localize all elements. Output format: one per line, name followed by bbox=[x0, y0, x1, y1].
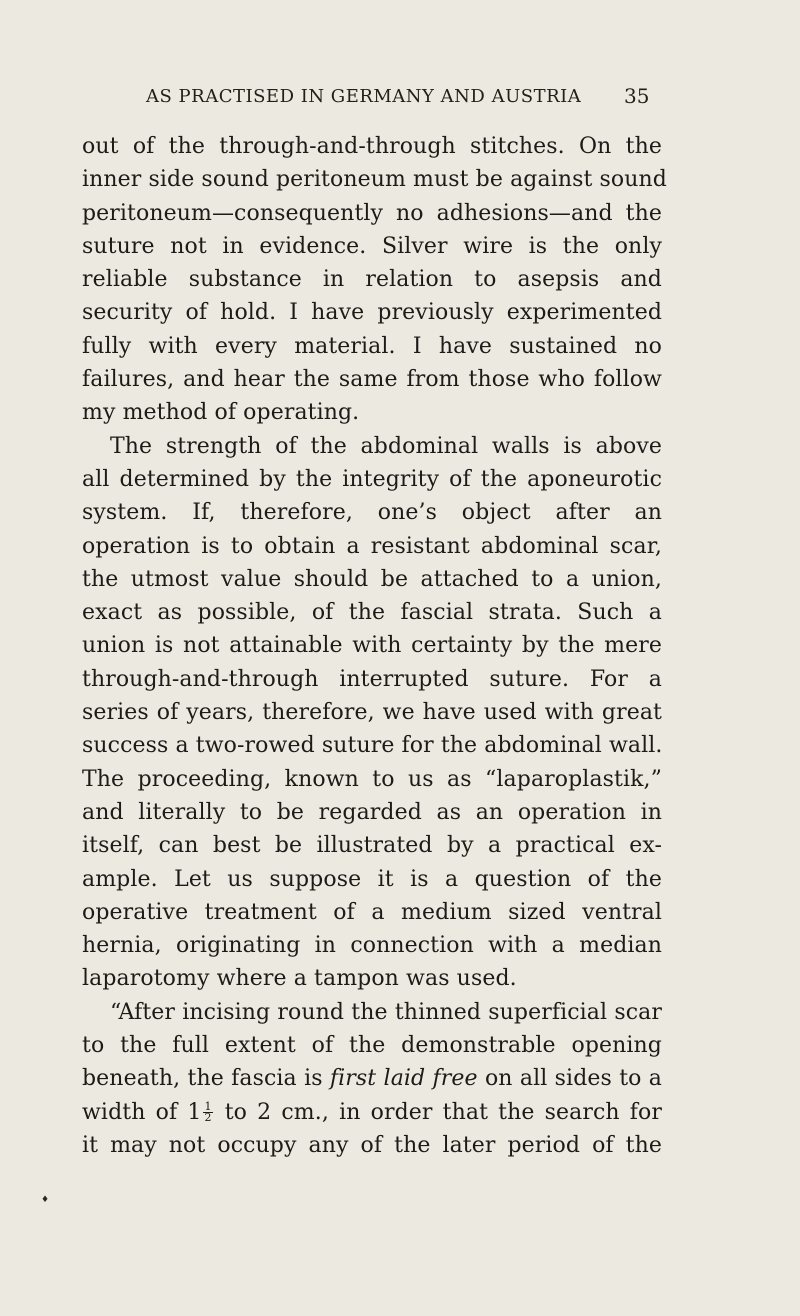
text-line: my method of operating. bbox=[82, 400, 360, 426]
text-line: inner side sound peritoneum must be against sound bbox=[82, 167, 667, 193]
page-number: 35 bbox=[624, 84, 650, 108]
text-line: suture not in evidence. Silver wire is the only bbox=[82, 233, 662, 259]
paragraph-start-line: The strength of the abdominal walls is above bbox=[110, 433, 662, 459]
text-line: and literally to be regarded as an operation in bbox=[82, 799, 662, 825]
fraction-denominator: 2 bbox=[204, 1111, 212, 1125]
text-line: success a two-rowed suture for the abdominal wall. bbox=[82, 733, 663, 759]
text-line: to the full extent of the demonstrable opening bbox=[82, 1033, 662, 1059]
text-segment: on all sides to a bbox=[484, 1066, 663, 1092]
text-line: The proceeding, known to us as “laparoplastik,” bbox=[82, 766, 662, 792]
text-line: itself, can best be illustrated by a practical ex- bbox=[82, 833, 662, 859]
text-line: all determined by the integrity of the aponeurotic bbox=[82, 466, 662, 492]
text-line: it may not occupy any of the later period of the bbox=[82, 1132, 662, 1158]
text-line: security of hold. I have previously experimented bbox=[82, 300, 662, 326]
text-line: system. If, therefore, one’s object after an bbox=[82, 500, 662, 526]
text-segment: beneath, the fascia is bbox=[82, 1066, 323, 1092]
text-line: laparotomy where a tampon was used. bbox=[82, 966, 517, 992]
text-line: reliable substance in relation to asepsis and bbox=[82, 267, 662, 293]
text-line: hernia, originating in connection with a median bbox=[82, 933, 662, 959]
italic-emphasis: first laid free bbox=[329, 1066, 478, 1092]
text-line: series of years, therefore, we have used with great bbox=[82, 700, 662, 726]
text-line: failures, and hear the same from those who follow bbox=[82, 367, 662, 393]
running-head: AS PRACTISED IN GERMANY AND AUSTRIA bbox=[146, 86, 582, 107]
text-segment: width of 1 bbox=[82, 1099, 202, 1125]
text-line: peritoneum—consequently no adhesions—and the bbox=[82, 200, 662, 226]
text-line: the utmost value should be attached to a union, bbox=[82, 566, 662, 592]
text-line: through-and-through interrupted suture. For a bbox=[82, 666, 662, 692]
text-line: union is not attainable with certainty by the mere bbox=[82, 633, 662, 659]
fraction-numerator: 1 bbox=[204, 1100, 212, 1114]
text-line: ample. Let us suppose it is a question of the bbox=[82, 866, 662, 892]
fraction-one-half bbox=[203, 1102, 212, 1123]
paragraph-start-line: “After incising round the thinned superficial scar bbox=[110, 999, 662, 1025]
text-line: operative treatment of a medium sized ventral bbox=[82, 899, 662, 925]
margin-mark-icon: ♦ bbox=[41, 1195, 50, 1205]
text-segment: to 2 cm., in order that the search for bbox=[224, 1099, 663, 1125]
text-line bbox=[82, 1062, 662, 1095]
text-line bbox=[82, 1096, 662, 1129]
text-line: fully with every material. I have sustained no bbox=[82, 333, 662, 359]
body-text bbox=[82, 130, 667, 1162]
text-line: operation is to obtain a resistant abdominal scar, bbox=[82, 533, 662, 559]
text-line: exact as possible, of the fascial strata. Such a bbox=[82, 600, 662, 626]
text-line: out of the through-and-through stitches. On the bbox=[82, 134, 662, 159]
